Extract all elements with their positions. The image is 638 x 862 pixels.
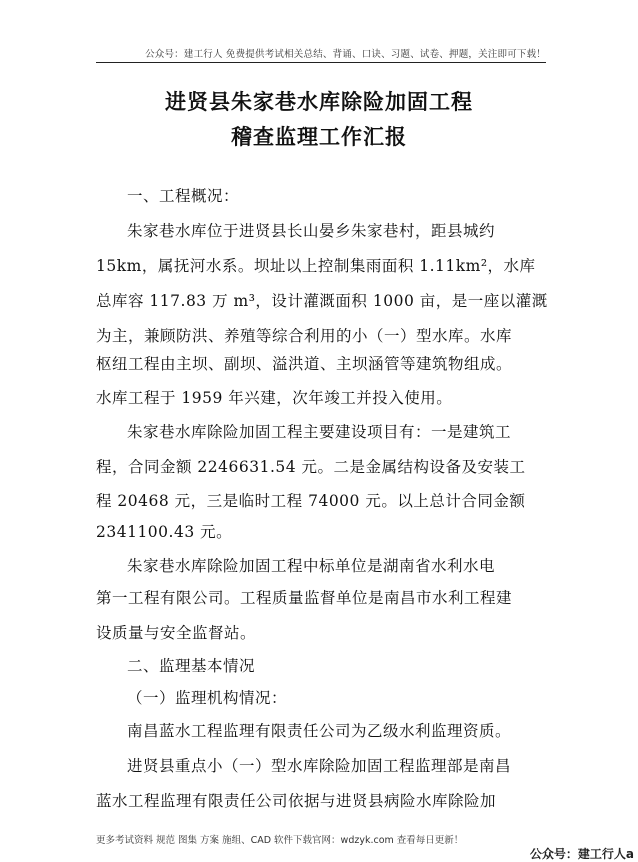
- paragraph-line: 朱家巷水库除险加固工程主要建设项目有：一是建筑工: [127, 423, 512, 441]
- paragraph-line: 蓝水工程监理有限责任公司依据与进贤县病险水库除险加: [96, 792, 497, 810]
- paragraph-line: 15km，属抚河水系。坝址以上控制集雨面积 1.11km²，水库: [96, 257, 536, 275]
- paragraph-line: 设质量与安全监督站。: [96, 624, 257, 642]
- paragraph-line: 朱家巷水库除险加固工程中标单位是湖南省水利水电: [127, 557, 496, 575]
- header-divider: [96, 62, 546, 63]
- paragraph-line: 水库工程于 1959 年兴建，次年竣工并投入使用。: [96, 389, 453, 407]
- header-note: 公众号：建工行人 免费提供考试相关总结、背诵、口诀、习题、试卷、押题，关注即可下载！: [145, 49, 546, 60]
- paragraph-line: 南昌蓝水工程监理有限责任公司为乙级水利监理资质。: [127, 722, 512, 740]
- paragraph-line: 程 20468 元，三是临时工程 74000 元。以上总计合同金额: [96, 492, 526, 510]
- paragraph-line: 总库容 117.83 万 m³，设计灌溉面积 1000 亩，是一座以灌溉: [96, 292, 548, 310]
- document-subtitle: 稽查监理工作汇报: [231, 125, 407, 149]
- paragraph-line: 2341100.43 元。: [96, 523, 233, 541]
- paragraph-line: 朱家巷水库位于进贤县长山晏乡朱家巷村，距县城约: [127, 222, 496, 240]
- paragraph-line: 为主，兼顾防洪、养殖等综合利用的小（一）型水库。水库: [96, 327, 513, 345]
- footer-note: 更多考试资料 规范 图集 方案 施组、CAD 软件下载官网：wdzyk.com 查看每日更新！: [96, 835, 464, 846]
- watermark-text: 公众号：建工行人a: [529, 847, 634, 861]
- paragraph-line: 程，合同金额 2246631.54 元。二是金属结构设备及安装工: [96, 458, 526, 476]
- paragraph-line: 进贤县重点小（一）型水库除险加固工程监理部是南昌: [127, 757, 512, 775]
- paragraph-line: 第一工程有限公司。工程质量监督单位是南昌市水利工程建: [96, 589, 513, 607]
- section-heading-supervision: 二、监理基本情况: [127, 657, 256, 675]
- document-title: 进贤县朱家巷水库除险加固工程: [165, 90, 473, 114]
- paragraph-line: 枢纽工程由主坝、副坝、溢洪道、主坝涵管等建筑物组成。: [96, 355, 513, 373]
- section-heading-overview: 一、工程概况：: [127, 187, 240, 205]
- subsection-heading-agency: （一）监理机构情况：: [127, 689, 288, 707]
